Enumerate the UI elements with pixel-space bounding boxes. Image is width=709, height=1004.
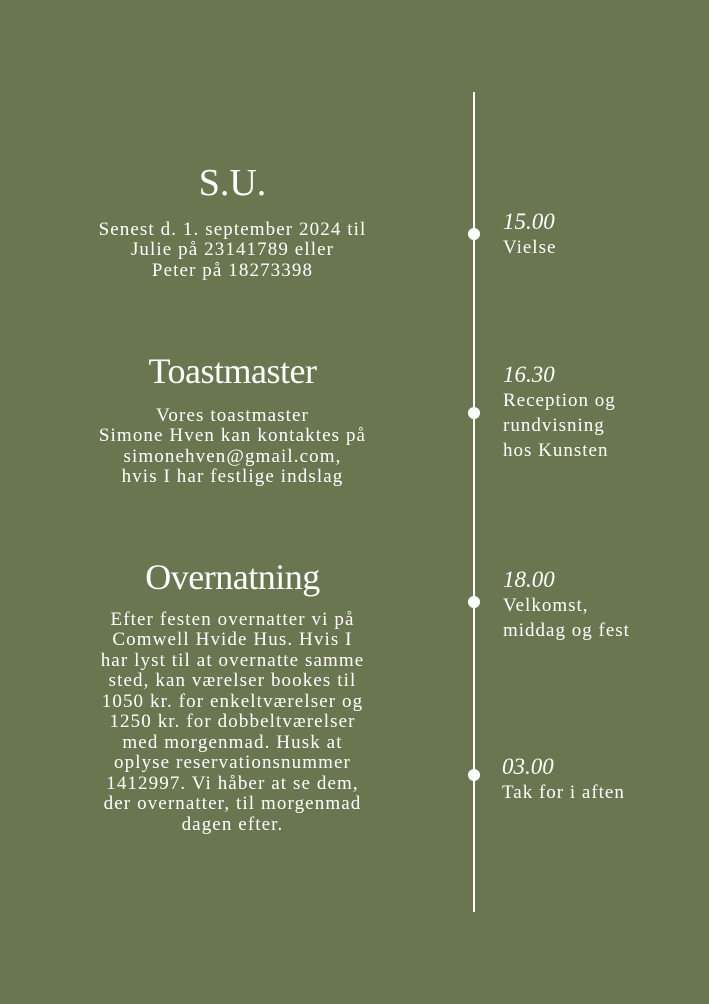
event-time: 16.30: [503, 362, 555, 387]
event-desc: rundvisning: [503, 415, 605, 436]
toastmaster-line: Vores toastmaster: [156, 404, 309, 426]
su-section: [60, 163, 405, 281]
event-desc: hos Kunsten: [503, 440, 609, 461]
toastmaster-line: hvis I har festlige indslag: [121, 466, 344, 488]
event-time: 15.00: [503, 209, 555, 234]
overnatning-line: dagen efter.: [181, 813, 284, 835]
overnatning-line: 1412997. Vi håber at se dem,: [106, 772, 359, 794]
overnatning-line: med morgenmad. Husk at: [122, 731, 343, 753]
toastmaster-section: [60, 352, 405, 488]
su-text: [60, 220, 405, 282]
su-line: Peter på 18273398: [151, 259, 314, 281]
timeline-line: [473, 92, 475, 912]
overnatning-line: 1250 kr. for dobbeltværelser: [109, 711, 356, 733]
overnatning-line: har lyst til at overnatte samme: [100, 649, 365, 671]
timeline-event: [503, 362, 703, 463]
toastmaster-heading: Toastmaster: [148, 351, 317, 391]
event-desc: Reception og: [503, 390, 616, 411]
su-heading: S.U.: [198, 162, 267, 204]
timeline-dot: [468, 769, 480, 781]
overnatning-line: Comwell Hvide Hus. Hvis I: [112, 629, 353, 651]
toastmaster-line: Simone Hven kan kontaktes på: [98, 425, 367, 447]
event-desc: Vielse: [503, 237, 557, 258]
overnatning-heading: Overnatning: [145, 557, 320, 597]
su-line: Senest d. 1. september 2024 til: [98, 218, 367, 240]
overnatning-section: [60, 558, 405, 835]
overnatning-line: sted, kan værelser bookes til: [108, 670, 357, 692]
overnatning-line: 1050 kr. for enkeltværelser og: [101, 690, 364, 712]
overnatning-line: Efter festen overnatter vi på: [110, 608, 355, 630]
event-desc: middag og fest: [503, 620, 630, 641]
overnatning-text: [60, 610, 405, 836]
timeline-dot: [468, 407, 480, 419]
overnatning-line: der overnatter, til morgenmad: [103, 793, 362, 815]
toastmaster-text: [60, 406, 405, 488]
timeline-event: [502, 754, 702, 805]
event-desc: Tak for i aften: [502, 782, 625, 803]
su-line: Julie på 23141789 eller: [130, 239, 335, 261]
toastmaster-email: simonehven@gmail.com,: [123, 445, 342, 467]
overnatning-line: oplyse reservationsnummer: [114, 752, 351, 774]
timeline-dot: [468, 596, 480, 608]
event-time: 18.00: [503, 567, 555, 592]
timeline-dot: [468, 228, 480, 240]
timeline-event: [503, 209, 703, 260]
timeline-event: [503, 567, 703, 643]
event-desc: Velkomst,: [503, 595, 589, 616]
event-time: 03.00: [502, 754, 554, 779]
